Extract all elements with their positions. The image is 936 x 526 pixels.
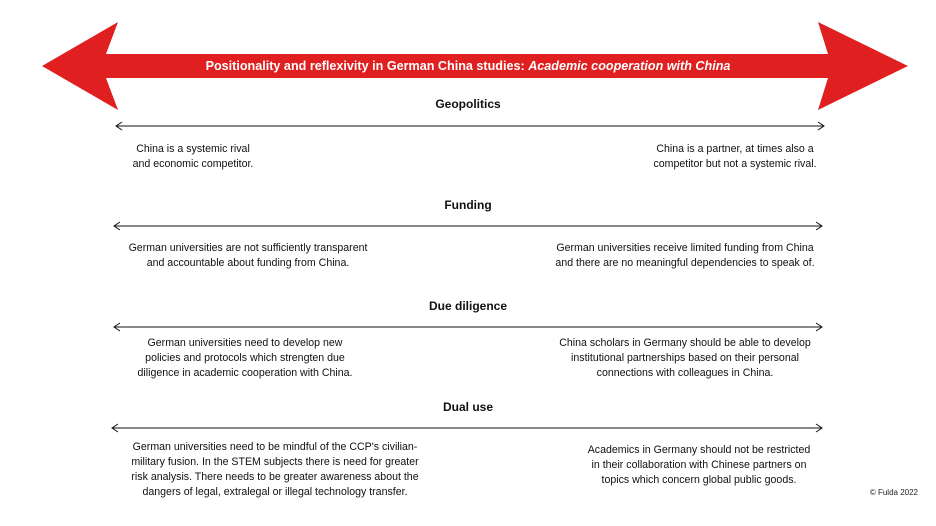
axis-arrow-funding (0, 220, 936, 232)
geopolitics-right-pole: China is a partner, at times also a competitor but not a systemic rival. (653, 143, 817, 170)
section-heading-geopolitics: Geopolitics (435, 97, 501, 111)
axis-arrow-due-diligence (0, 321, 936, 333)
dual-use-left-pole: German universities need to be mindful of the CCP's civilian- military fusion. In the STEM subjects there is need for greater risk analysis. There needs to be greater awareness about the dangers of legal, extralegal or illegal technology transfer. (131, 441, 419, 498)
copyright-notice: © Fulda 2022 (869, 488, 918, 497)
due-diligence-right-pole: China scholars in Germany should be able to develop institutional partnerships based on their personal connections with colleagues in China. (559, 337, 811, 379)
banner-title-emphasis: Academic cooperation with China (528, 59, 731, 73)
dual-use-right-pole: Academics in Germany should not be restricted in their collaboration with Chinese partners on topics which concern global public goods. (587, 444, 811, 486)
section-heading-due-diligence: Due diligence (428, 299, 508, 313)
due-diligence-left-pole: German universities need to develop new policies and protocols which strengten due diligence in academic cooperation with China. (137, 337, 353, 379)
funding-right-pole: German universities receive limited funding from China and there are no meaningful dependencies to speak of. (555, 242, 815, 269)
banner-title (40, 58, 896, 74)
funding-left-pole: German universities are not sufficiently transparent and accountable about funding from China. (128, 242, 368, 269)
axis-arrow-geopolitics (0, 120, 936, 132)
section-heading-dual-use: Dual use (442, 400, 493, 414)
geopolitics-left-pole: China is a systemic rival and economic competitor. (132, 143, 254, 170)
banner-title-main: Positionality and reflexivity in German China studies: (205, 59, 529, 73)
axis-arrow-dual-use (0, 422, 936, 434)
section-heading-funding: Funding (444, 198, 492, 212)
